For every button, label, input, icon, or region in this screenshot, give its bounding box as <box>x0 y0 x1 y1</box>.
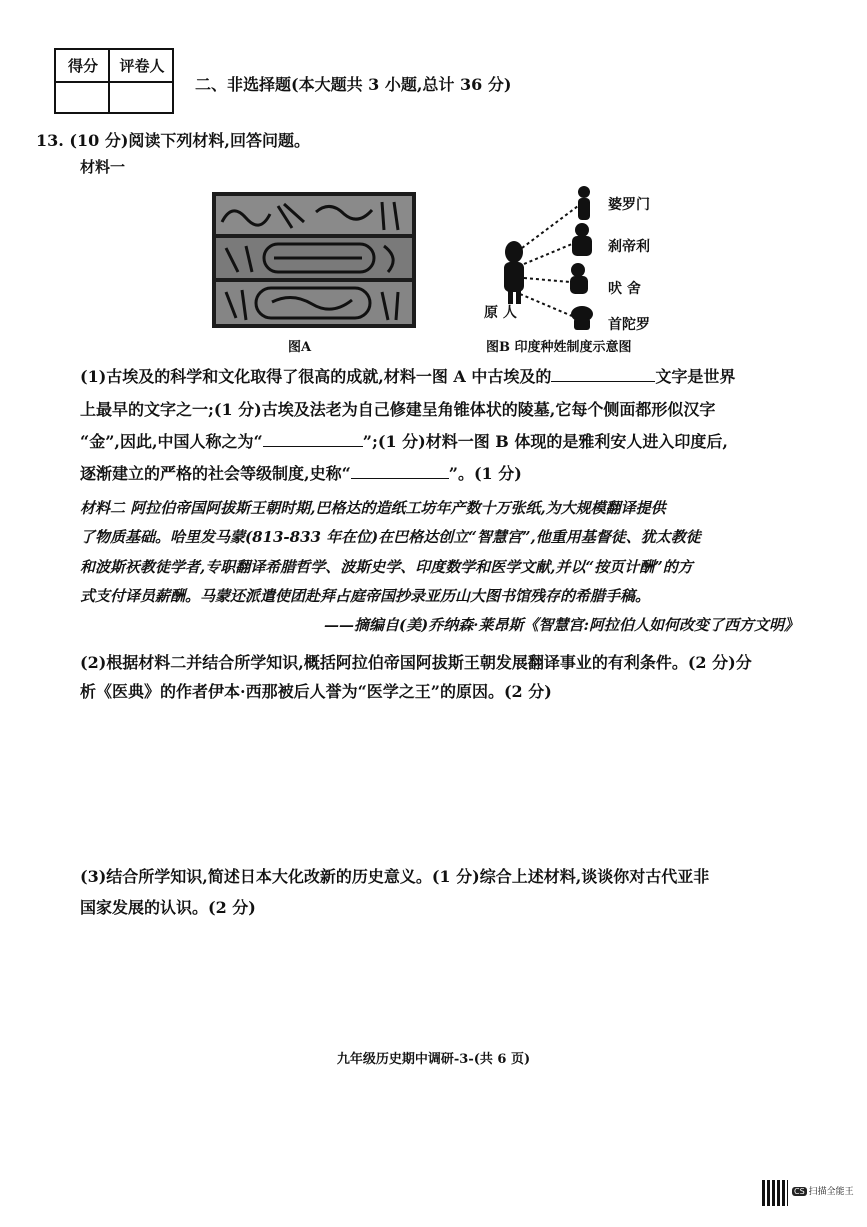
grader-label: 评卷人 <box>119 57 165 75</box>
part1-line1 <box>80 362 800 392</box>
section-title: 二、非选择题(本大题共 3 小题,总计 36 分) <box>195 75 512 94</box>
material2-line1: 材料二 阿拉伯帝国阿拔斯王朝时期,巴格达的造纸工坊年产数十万张纸,为大规模翻译提供 <box>80 499 666 517</box>
answer-blank[interactable] <box>351 460 449 479</box>
part2-answer-area[interactable] <box>80 712 800 852</box>
material2-source: ——摘编自(美)乔纳森·莱昂斯《智慧宫:阿拉伯人如何改变了西方文明》 <box>324 616 799 634</box>
part2-line2: 析《医典》的作者伊本·西那被后人誉为“医学之王”的原因。(2 分) <box>80 682 552 701</box>
material1-label: 材料一 <box>80 158 126 176</box>
part2-line1: (2)根据材料二并结合所学知识,概括阿拉伯帝国阿拔斯王朝发展翻译事业的有利条件。(2 分)分 <box>80 653 752 672</box>
hieroglyph-image <box>212 192 416 328</box>
scanner-name: 扫描全能王 <box>808 1187 854 1197</box>
answer-blank[interactable] <box>263 428 363 447</box>
part1-text: 文字是世界 <box>655 367 736 386</box>
answer-blank[interactable] <box>551 363 655 382</box>
part3-answer-area[interactable] <box>80 930 800 1030</box>
material2-line4: 式支付译员薪酬。马蒙还派遣使团赴拜占庭帝国抄录亚历山大图书馆残存的希腊手稿。 <box>80 587 651 605</box>
caste-label-brahmin: 婆罗门 <box>608 197 650 213</box>
part3-line1: (3)结合所学知识,简述日本大化改新的历史意义。(1 分)综合上述材料,谈谈你对古代亚非 <box>80 867 710 886</box>
scanner-badge <box>792 1184 854 1197</box>
table-divider <box>56 81 172 83</box>
material2-line3: 和波斯祆教徒学者,专职翻译希腊哲学、波斯史学、印度数学和医学文献,并以“按页计酬”的方 <box>80 558 693 576</box>
part1-line3 <box>80 427 800 457</box>
page-footer: 九年级历史期中调研-3-(共 6 页) <box>336 1052 531 1067</box>
figure-b-caption: 图B 印度种姓制度示意图 <box>486 340 632 355</box>
figure-a-caption: 图A <box>288 340 312 355</box>
caste-label-kshatriya: 刹帝利 <box>608 239 650 255</box>
score-table <box>54 48 174 114</box>
part1-text: ”;(1 分)材料一图 B 体现的是雅利安人进入印度后, <box>362 432 728 451</box>
part1-line4 <box>80 459 800 489</box>
score-label: 得分 <box>67 57 98 75</box>
caste-label-origin: 原 人 <box>484 305 517 321</box>
scanner-logo-icon: CS <box>794 1187 805 1196</box>
question-title: 13. (10 分)阅读下列材料,回答问题。 <box>36 131 310 150</box>
caste-label-vaishya: 吠 舍 <box>608 281 641 297</box>
caste-diagram <box>480 178 680 338</box>
part1-text: “金”,因此,中国人称之为“ <box>80 432 263 451</box>
part1-text: (1)古埃及的科学和文化取得了很高的成就,材料一图 A 中古埃及的 <box>80 367 552 386</box>
qr-code-icon <box>762 1180 788 1206</box>
part1-line2: 上最早的文字之一;(1 分)古埃及法老为自己修建呈角锥体状的陵墓,它每个侧面都形似汉字 <box>80 400 716 419</box>
caste-label-shudra: 首陀罗 <box>608 317 650 333</box>
part3-line2: 国家发展的认识。(2 分) <box>80 898 256 917</box>
part1-text: 逐渐建立的严格的社会等级制度,史称“ <box>80 464 351 483</box>
material2-line2: 了物质基础。哈里发马蒙(813-833 年在位)在巴格达创立“智慧宫”,他重用基督徒、犹太教徒 <box>80 528 701 546</box>
part1-text: ”。(1 分) <box>448 464 522 483</box>
